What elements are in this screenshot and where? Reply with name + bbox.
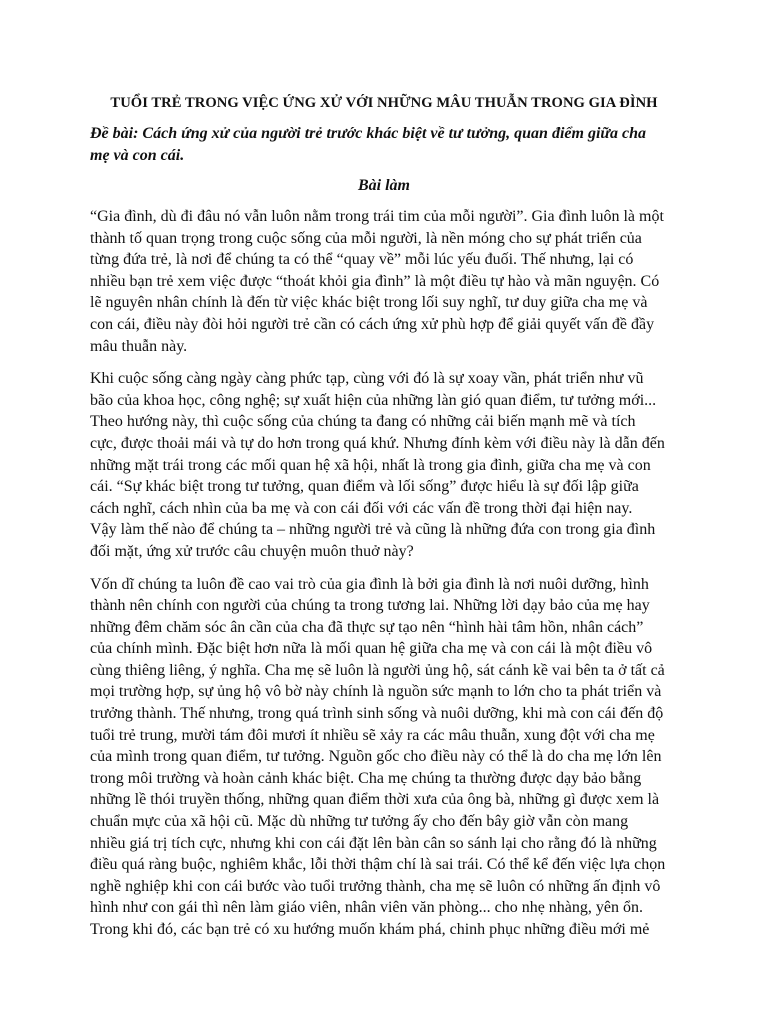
text-line: tuổi trẻ trung, mười tám đôi mươi ít nhiều sẽ xảy ra các mâu thuẫn, xung đột với cha mẹ <box>90 726 655 744</box>
text-line: thành tố quan trọng trong cuộc sống của mỗi người, là nền móng cho sự phát triển của <box>90 229 642 247</box>
text-line: cực, được thoải mái và tự do hơn trong quá khứ. Nhưng đính kèm với điều này là dẫn đến <box>90 434 665 452</box>
essay-subtitle: Bài làm <box>357 177 410 194</box>
text-line: điều quá ràng buộc, nghiêm khắc, lỗi thời thậm chí là sai trái. Có thể kể đến việc lựa chọn <box>90 856 666 874</box>
text-line: nghề nghiệp khi con cái bước vào tuổi trưởng thành, cha mẹ sẽ luôn có những ấn định vô <box>90 877 661 895</box>
text-line: những mặt trái trong các mối quan hệ xã hội, nhất là trong gia đình, giữa cha mẹ và con <box>90 456 651 474</box>
text-line: đối mặt, ứng xử trước câu chuyện muôn thuở này? <box>90 542 414 560</box>
paragraph-1 <box>90 206 688 357</box>
text-line: của mình trong quan điểm, tư tưởng. Nguồn gốc cho điều này có thể là do cha mẹ lớn lên <box>90 748 662 766</box>
paragraph-3 <box>90 574 688 941</box>
text-line: Khi cuộc sống càng ngày càng phức tạp, cùng với đó là sự xoay vần, phát triển như vũ <box>90 370 644 388</box>
text-line: nhiều giá trị tích cực, nhưng khi con cái đặt lên bàn cân so sánh lại cho rằng đó là những <box>90 834 657 852</box>
text-line: thành nên chính con người của chúng ta trong tương lai. Những lời dạy bảo của mẹ hay <box>90 597 650 615</box>
text-line: lẽ nguyên nhân chính là đến từ việc khác biệt trong lối suy nghĩ, tư duy giữa cha mẹ và <box>90 294 648 312</box>
text-line: Vậy làm thế nào để chúng ta – những người trẻ và cũng là những đứa con trong gia đình <box>90 521 656 539</box>
text-line: Vốn dĩ chúng ta luôn đề cao vai trò của gia đình là bởi gia đình là nơi nuôi dưỡng, hình <box>90 575 649 593</box>
text-line: cái. “Sự khác biệt trong tư tưởng, quan điểm và lối sống” được hiểu là sự đối lập giữa <box>90 478 639 496</box>
text-line: bão của khoa học, công nghệ; sự xuất hiện của những làn gió quan điểm, tư tưởng mới... <box>90 391 657 409</box>
text-line: Theo hướng này, thì cuộc sống của chúng ta đang có những cải biến mạnh mẽ và tích <box>90 413 636 431</box>
essay-body <box>90 206 688 952</box>
text-line: những lề thói truyền thống, những quan điểm thời xưa của ông bà, những gì được xem là <box>90 791 660 809</box>
text-line: những đêm chăm sóc ân cần của cha đã thực sự tạo nên “hình hài tâm hồn, nhân cách” <box>90 618 644 636</box>
text-line: con cái, điều này đòi hỏi người trẻ cần có cách ứng xử phù hợp để giải quyết vấn đề đầy <box>90 315 655 333</box>
text-line: nhiều bạn trẻ xem việc được “thoát khỏi gia đình” là một điều tự hào và mãn nguyện. Có <box>90 272 660 290</box>
essay-prompt <box>90 123 690 166</box>
paragraph-2 <box>90 368 688 562</box>
text-line: cùng thiêng liêng, ý nghĩa. Cha mẹ sẽ luôn là người ủng hộ, sát cánh kề vai bên ta ở tất cả <box>90 661 665 679</box>
prompt-line: Đề bài: Cách ứng xử của người trẻ trước khác biệt về tư tưởng, quan điểm giữa cha <box>90 125 646 142</box>
document-title: TUỔI TRẺ TRONG VIỆC ỨNG XỬ VỚI NHỮNG MÂU THUẪN TRONG GIA ĐÌNH <box>110 95 658 111</box>
prompt-line: mẹ và con cái. <box>90 146 185 164</box>
text-line: mâu thuẫn này. <box>90 337 188 355</box>
text-line: của chính mình. Đặc biệt hơn nữa là mối quan hệ giữa cha mẹ và con cái là một điều vô <box>90 640 653 658</box>
text-line: từng đứa trẻ, là nơi để chúng ta có thể “quay về” mỗi lúc yếu đuối. Thế nhưng, lại có <box>90 251 634 269</box>
text-line: trong môi trường và hoàn cảnh khác biệt. Cha mẹ chúng ta thường được dạy bảo bằng <box>90 769 642 787</box>
text-line: cách nghĩ, cách nhìn của ba mẹ và con cái đối với các vấn đề trong thời đại hiện nay. <box>90 499 633 517</box>
text-line: chuẩn mực của xã hội cũ. Mặc dù những tư tưởng ấy cho đến bây giờ vẫn còn mang <box>90 813 629 831</box>
text-line: “Gia đình, dù đi đâu nó vẫn luôn nằm trong trái tim của mỗi người”. Gia đình luôn là một <box>90 208 664 225</box>
text-line: hình như con gái thì nên làm giáo viên, nhân viên văn phòng... cho nhẹ nhàng, yên ổn. <box>90 899 643 917</box>
text-line: mọi trường hợp, sự ủng hộ vô bờ này chính là nguồn sức mạnh to lớn cho ta phát triển và <box>90 683 662 701</box>
text-line: trưởng thành. Thế nhưng, trong quá trình sinh sống và nuôi dưỡng, khi mà con cái đến độ <box>90 705 664 723</box>
text-line: Trong khi đó, các bạn trẻ có xu hướng muốn khám phá, chinh phục những điều mới mẻ <box>90 921 650 938</box>
